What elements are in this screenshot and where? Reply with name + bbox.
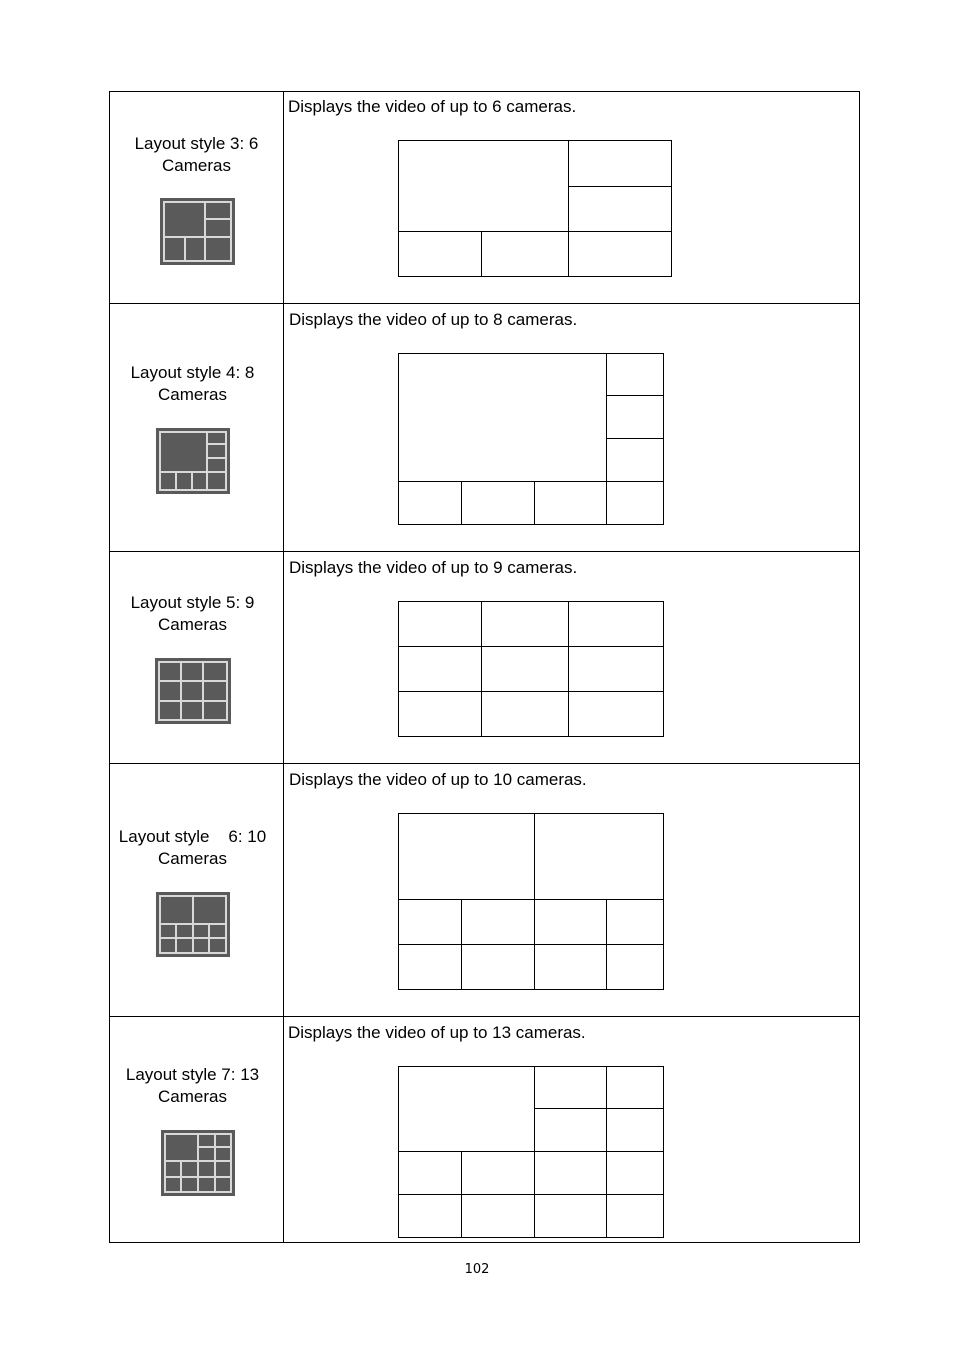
- table-row: [109, 91, 860, 304]
- layout-label-cell: [110, 1017, 284, 1242]
- layout-description: Displays the video of up to 13 cameras.: [288, 1023, 586, 1042]
- layout-10-diagram: [398, 813, 664, 990]
- layout-description: Displays the video of up to 9 cameras.: [289, 558, 578, 577]
- layout-label-cell: [110, 552, 284, 763]
- layout-9-diagram: [398, 601, 664, 737]
- layout-label-cell: [110, 92, 284, 303]
- table-row: [109, 763, 860, 1017]
- layout-label: Layout style 7: 13 Cameras: [125, 1065, 260, 1106]
- layout-description: Displays the video of up to 6 cameras.: [288, 97, 577, 116]
- layout-description: Displays the video of up to 10 cameras.: [289, 770, 587, 789]
- table-row: [109, 1016, 860, 1243]
- layout-10-icon[interactable]: [156, 892, 230, 957]
- layout-9-icon[interactable]: [155, 658, 231, 724]
- layout-label-cell: [110, 764, 284, 1016]
- layout-label-cell: [110, 304, 284, 551]
- table-row: [109, 303, 860, 552]
- layout-label: Layout style 5: 9 Cameras: [130, 593, 255, 634]
- layout-6-icon[interactable]: [160, 198, 235, 265]
- layout-13-icon[interactable]: [161, 1130, 235, 1196]
- layout-label: Layout style 6: 10 Cameras: [118, 827, 267, 868]
- layout-description: Displays the video of up to 8 cameras.: [289, 310, 578, 329]
- table-row: [109, 551, 860, 764]
- layout-label: Layout style 3: 6 Cameras: [134, 134, 259, 175]
- layout-13-diagram: [398, 1066, 664, 1238]
- layout-8-icon[interactable]: [156, 428, 230, 494]
- layout-label: Layout style 4: 8 Cameras: [130, 363, 255, 404]
- layout-6-diagram: [398, 140, 672, 277]
- page-number: 102: [464, 1262, 490, 1277]
- layout-8-diagram: [398, 353, 664, 525]
